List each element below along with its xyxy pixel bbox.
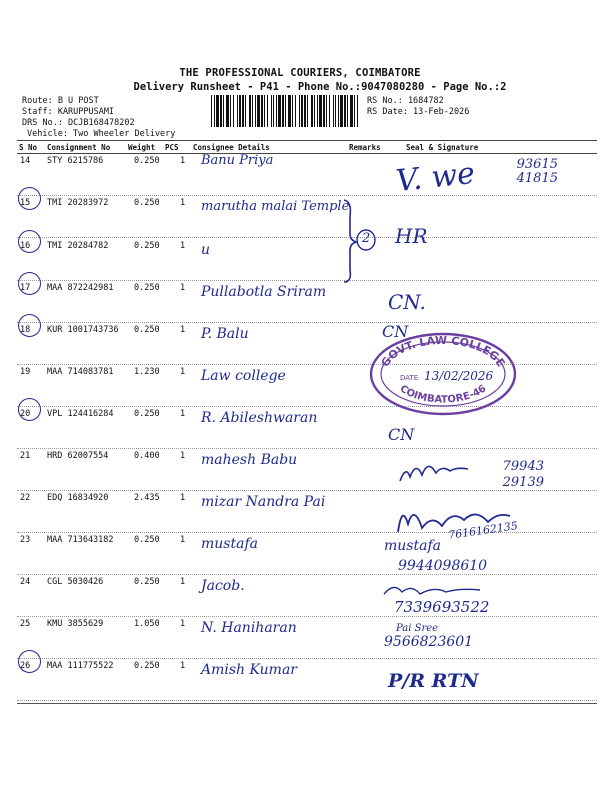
phone-21: 79943 29139	[502, 459, 544, 490]
row-consignment: VPL 124416284	[47, 409, 114, 419]
signature-17: CN.	[388, 290, 426, 314]
barcode-bar	[329, 95, 330, 127]
row-weight: 0.250	[134, 661, 160, 671]
barcode-bar	[304, 95, 306, 127]
barcode-bar	[257, 95, 260, 127]
barcode-bar	[317, 95, 318, 127]
stamp-bottom-text: COIMBATORE-46	[397, 383, 489, 406]
phone-22: 7616162135	[447, 519, 519, 542]
row-sno: 20	[20, 409, 31, 419]
barcode-bar	[299, 95, 300, 127]
barcode-bar	[288, 95, 291, 127]
row-consignee: mahesh Babu	[201, 452, 298, 468]
row-consignee: Banu Priya	[201, 153, 274, 168]
barcode-bar	[245, 95, 246, 127]
row-weight: 1.230	[134, 367, 160, 377]
barcode-bar	[264, 95, 265, 127]
phone-25: 9566823601	[384, 634, 474, 650]
barcode-bar	[220, 95, 222, 127]
signature-21	[396, 455, 476, 487]
row-pcs: 1	[180, 409, 186, 419]
row-pcs: 1	[180, 367, 186, 377]
row-weight: 0.250	[134, 325, 160, 335]
row-weight: 0.400	[134, 451, 160, 461]
barcode-bar	[323, 95, 325, 127]
row-sno: 15	[20, 198, 31, 208]
stamp-top-text: GOVT. LAW COLLEGE	[378, 333, 508, 370]
row-consignee: u	[201, 242, 211, 258]
row-consignment: MAA 872242981	[47, 283, 114, 293]
stamp-date: 13/02/2026	[424, 369, 494, 383]
svg-text:GOVT. LAW COLLEGE	[379, 334, 508, 369]
barcode-bar	[340, 95, 343, 127]
rs-date: RS Date: 13-Feb-2026	[367, 107, 470, 117]
barcode-bar	[242, 95, 244, 127]
barcode-bar	[211, 95, 212, 127]
table-row	[17, 656, 597, 701]
barcode-bar	[261, 95, 263, 127]
row-pcs: 1	[180, 241, 186, 251]
drs-no: DRS No.: DCJB168478202	[22, 118, 135, 128]
barcode-bar	[237, 95, 238, 127]
signature-15: HR	[395, 224, 428, 248]
barcode-bar	[249, 95, 251, 127]
runsheet-subtitle: Delivery Runsheet - P41 - Phone No.:9047080280 - Page No.:2	[133, 81, 507, 93]
table-row	[17, 572, 597, 617]
row-consignment: KUR 1001743736	[47, 325, 119, 335]
signature-23: mustafa	[384, 538, 441, 554]
signature-24	[380, 578, 490, 600]
barcode-bar	[276, 95, 277, 127]
staff: Staff: KARUPPUSAMI	[22, 107, 115, 117]
table-row	[17, 530, 597, 575]
svg-text:COIMBATORE-46	[398, 383, 489, 405]
row-consignee: Amish Kumar	[201, 662, 297, 678]
barcode-bar	[271, 95, 272, 127]
barcode-bar	[278, 95, 281, 127]
college-seal-stamp	[368, 330, 518, 418]
barcode-bar	[333, 95, 334, 127]
row-consignee: mizar Nandra Pai	[201, 494, 326, 510]
barcode-bar	[344, 95, 346, 127]
row-sno: 24	[20, 577, 31, 587]
barcode-bar	[335, 95, 336, 127]
row-sno: 17	[20, 283, 31, 293]
barcode-bar	[226, 95, 229, 127]
row-sno: 22	[20, 493, 31, 503]
col-consignee: Consignee Details	[193, 143, 270, 152]
signature-26: P/R RTN	[388, 670, 479, 692]
row-pcs: 1	[180, 283, 186, 293]
table-row	[17, 278, 597, 323]
row-sno: 23	[20, 535, 31, 545]
row-consignment: HRD 62007554	[47, 451, 109, 461]
phone-24: 7339693522	[394, 598, 490, 616]
phone-23: 9944098610	[398, 558, 488, 574]
row-consignment: MAA 714083781	[47, 367, 114, 377]
row-consignment: KMU 3855629	[47, 619, 104, 629]
row-consignee: Law college	[201, 368, 286, 384]
row-sno: 18	[20, 325, 31, 335]
row-sno: 26	[20, 661, 31, 671]
row-pcs: 1	[180, 156, 186, 166]
circled-serial-mark	[18, 230, 41, 253]
row-pcs: 1	[180, 619, 186, 629]
col-seal: Seal & Signature	[406, 143, 479, 152]
barcode-bar	[233, 95, 234, 127]
barcode-bar	[295, 95, 296, 127]
signature-14: V. we	[394, 155, 477, 200]
remarks-mark: 2	[362, 231, 371, 246]
row-weight: 0.250	[134, 241, 160, 251]
signature-20: CN	[388, 425, 415, 444]
circled-serial-mark	[18, 272, 41, 295]
route: Route: B U POST	[22, 96, 99, 106]
barcode	[211, 95, 362, 127]
barcode-bar	[214, 95, 215, 127]
row-sno: 16	[20, 241, 31, 251]
barcode-bar	[285, 95, 286, 127]
barcode-bar	[223, 95, 224, 127]
col-remarks: Remarks	[349, 143, 381, 152]
row-pcs: 1	[180, 577, 186, 587]
barcode-bar	[252, 95, 253, 127]
circled-serial-mark	[18, 187, 41, 210]
row-weight: 0.250	[134, 577, 160, 587]
phone-14: 93615 41815	[516, 157, 558, 186]
barcode-bar	[273, 95, 274, 127]
remarks-brace	[340, 196, 380, 286]
barcode-bar	[301, 95, 303, 127]
row-consignment: TMI 20284782	[47, 241, 109, 251]
barcode-bar	[354, 95, 355, 127]
barcode-bar	[267, 95, 268, 127]
col-sno: S No	[19, 143, 38, 152]
barcode-bar	[282, 95, 284, 127]
signature-25: Pai Sree	[396, 623, 439, 634]
row-weight: 0.250	[134, 409, 160, 419]
barcode-bar	[292, 95, 293, 127]
circled-serial-mark	[18, 650, 41, 673]
signature-18: CN	[382, 322, 409, 341]
row-consignee: R. Abileshwaran	[201, 410, 318, 426]
row-consignee: mustafa	[201, 536, 258, 552]
barcode-bar	[338, 95, 339, 127]
row-sno: 14	[20, 156, 31, 166]
circled-serial-mark	[18, 398, 41, 421]
barcode-bar	[350, 95, 353, 127]
row-divider	[17, 700, 597, 701]
row-consignee: N. Haniharan	[201, 620, 297, 636]
barcode-bar	[255, 95, 256, 127]
row-weight: 0.250	[134, 283, 160, 293]
row-consignment: STY 6215786	[47, 156, 104, 166]
row-weight: 2.435	[134, 493, 160, 503]
row-weight: 0.250	[134, 535, 160, 545]
row-consignment: MAA 111775522	[47, 661, 114, 671]
row-pcs: 1	[180, 535, 186, 545]
row-sno: 19	[20, 367, 31, 377]
row-consignee: Pullabotla Sriram	[201, 284, 327, 300]
circled-serial-mark	[18, 314, 41, 337]
row-weight: 1.050	[134, 619, 160, 629]
row-sno: 21	[20, 451, 31, 461]
row-consignment: EDQ 16834920	[47, 493, 109, 503]
row-pcs: 1	[180, 661, 186, 671]
col-pcs: PCS	[165, 143, 179, 152]
barcode-bar	[319, 95, 322, 127]
row-pcs: 1	[180, 198, 186, 208]
vehicle: Vehicle: Two Wheeler Delivery	[27, 129, 176, 139]
row-pcs: 1	[180, 325, 186, 335]
barcode-bar	[307, 95, 308, 127]
col-consignment: Consignment No	[47, 143, 111, 152]
barcode-bar	[230, 95, 231, 127]
barcode-bar	[357, 95, 358, 127]
row-weight: 0.250	[134, 156, 160, 166]
row-sno: 25	[20, 619, 31, 629]
row-consignment: TMI 20283972	[47, 198, 109, 208]
row-consignee: Jacob.	[201, 578, 245, 594]
row-consignment: CGL 5030426	[47, 577, 104, 587]
row-pcs: 1	[180, 493, 186, 503]
row-consignee: P. Balu	[201, 326, 249, 342]
barcode-bar	[311, 95, 313, 127]
table-bottom-rule	[17, 703, 597, 704]
table-row	[17, 614, 597, 659]
row-consignee: marutha malai Temple	[201, 199, 350, 214]
stamp-date-label: DATE	[400, 374, 419, 382]
barcode-bar	[347, 95, 348, 127]
runsheet-title: THE PROFESSIONAL COURIERS, COIMBATORE	[179, 67, 421, 79]
table-row	[17, 193, 597, 238]
barcode-bar	[216, 95, 219, 127]
col-weight: Weight	[128, 143, 156, 152]
rs-no: RS No.: 1684782	[367, 96, 444, 106]
table-row	[17, 236, 597, 281]
row-consignment: MAA 713643182	[47, 535, 114, 545]
barcode-bar	[314, 95, 315, 127]
barcode-bar	[326, 95, 327, 127]
row-weight: 0.250	[134, 198, 160, 208]
barcode-bar	[239, 95, 241, 127]
row-pcs: 1	[180, 451, 186, 461]
